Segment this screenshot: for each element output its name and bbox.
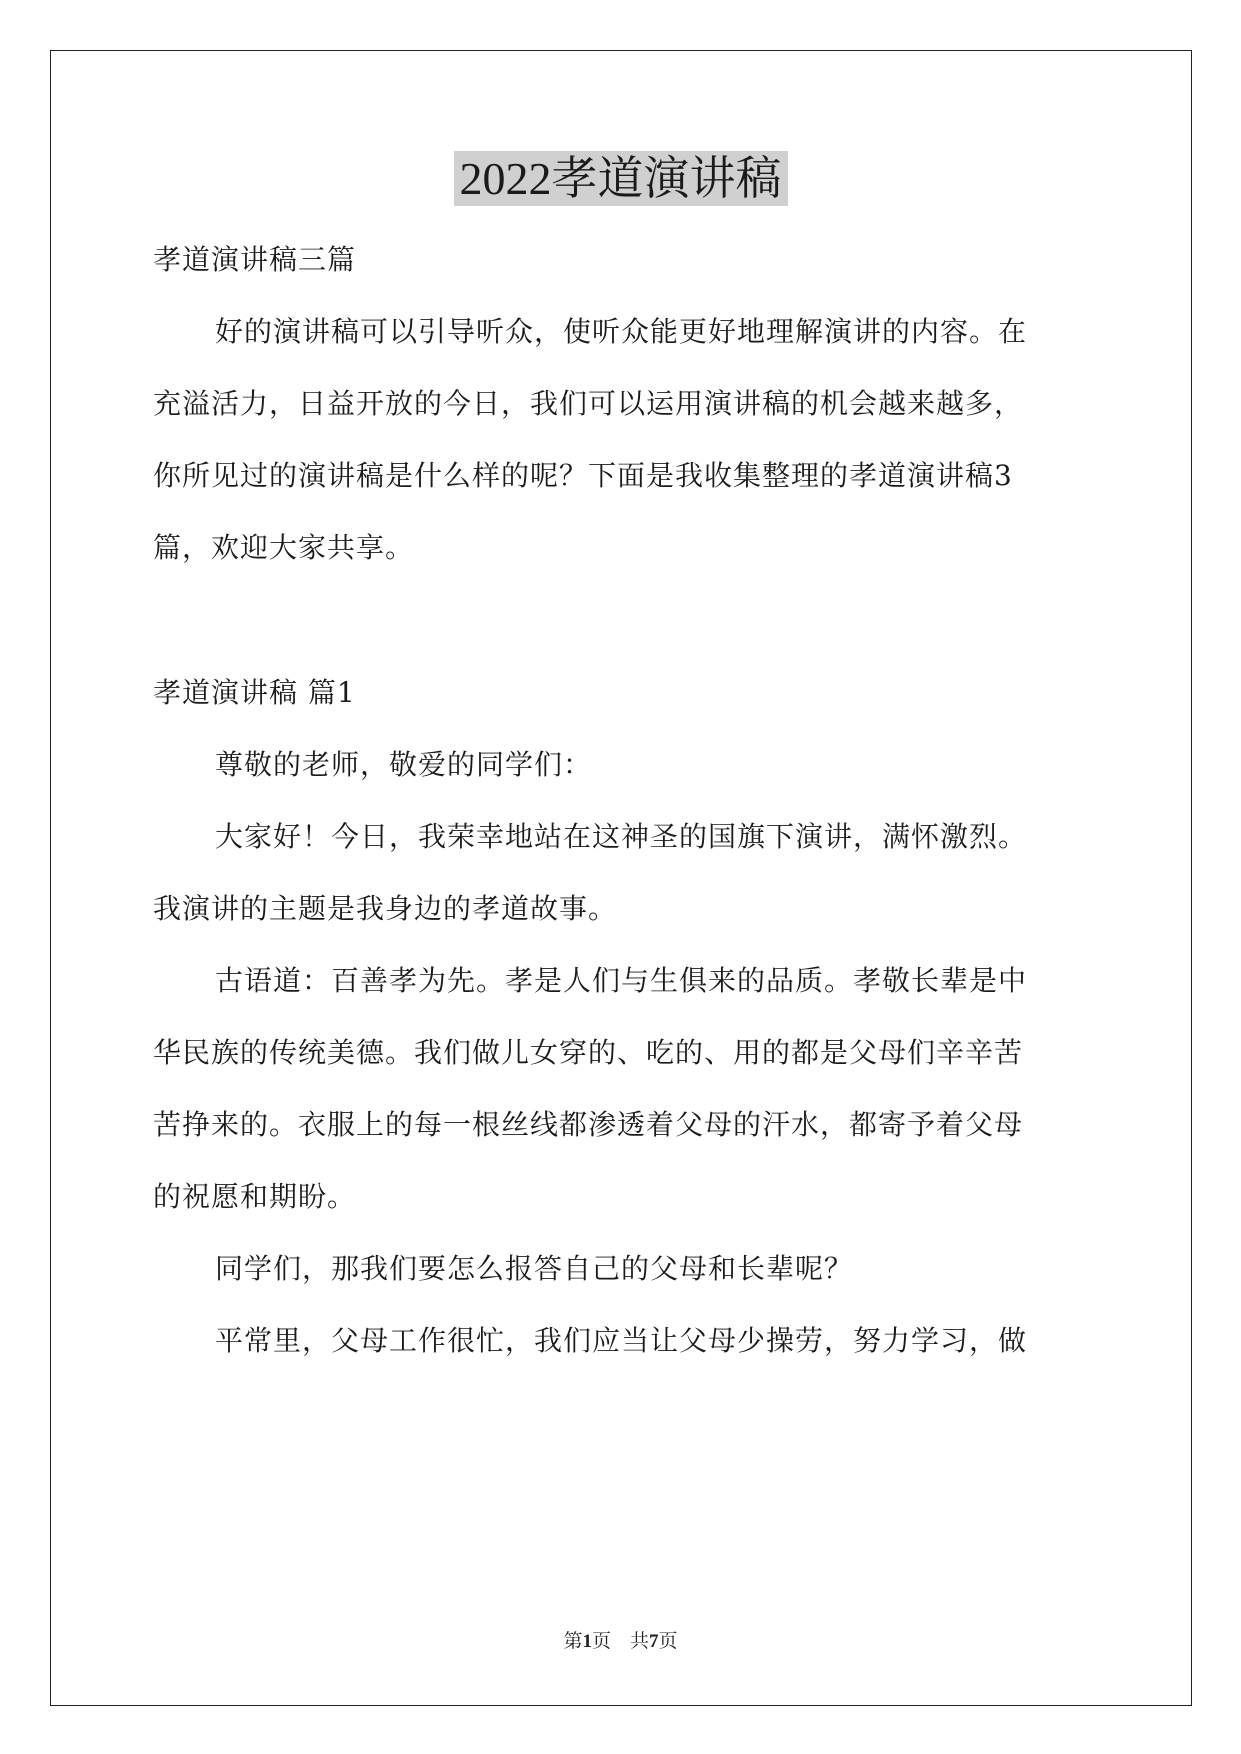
page-footer <box>0 1629 1241 1655</box>
subtitle-line: 孝道演讲稿三篇 <box>153 243 357 276</box>
paragraph-line: 的祝愿和期盼。 <box>153 1180 357 1213</box>
greeting-line: 尊敬的老师，敬爱的同学们： <box>215 748 593 781</box>
paragraph-line: 古语道：百善孝为先。孝是人们与生俱来的品质。孝敬长辈是中 <box>215 964 1028 997</box>
page-border <box>50 50 1192 1706</box>
paragraph-line: 好的演讲稿可以引导听众，使听众能更好地理解演讲的内容。在 <box>215 315 1028 348</box>
page-mid: 页 共 <box>591 1631 649 1652</box>
page-total: 7 <box>649 1631 659 1652</box>
paragraph-line: 篇，欢迎大家共享。 <box>153 531 415 564</box>
document-title: 2022孝道演讲稿 <box>0 148 1241 210</box>
page-suffix: 页 <box>658 1631 678 1652</box>
page-current: 1 <box>582 1631 592 1652</box>
paragraph-line: 同学们，那我们要怎么报答自己的父母和长辈呢？ <box>215 1252 854 1285</box>
paragraph-line: 大家好！今日，我荣幸地站在这神圣的国旗下演讲，满怀激烈。 <box>215 820 1028 853</box>
paragraph-line: 平常里，父母工作很忙，我们应当让父母少操劳，努力学习，做 <box>215 1324 1028 1357</box>
paragraph-line: 你所见过的演讲稿是什么样的呢？下面是我收集整理的孝道演讲稿3 <box>153 459 1013 492</box>
section-heading: 孝道演讲稿 篇1 <box>153 676 356 709</box>
paragraph-line: 苦挣来的。衣服上的每一根丝线都渗透着父母的汗水，都寄予着父母 <box>153 1108 1024 1141</box>
paragraph-line: 华民族的传统美德。我们做儿女穿的、吃的、用的都是父母们辛辛苦 <box>153 1036 1024 1069</box>
page-prefix: 第 <box>563 1631 583 1652</box>
paragraph-line: 充溢活力，日益开放的今日，我们可以运用演讲稿的机会越来越多， <box>153 387 1024 420</box>
paragraph-line: 我演讲的主题是我身边的孝道故事。 <box>153 892 618 925</box>
